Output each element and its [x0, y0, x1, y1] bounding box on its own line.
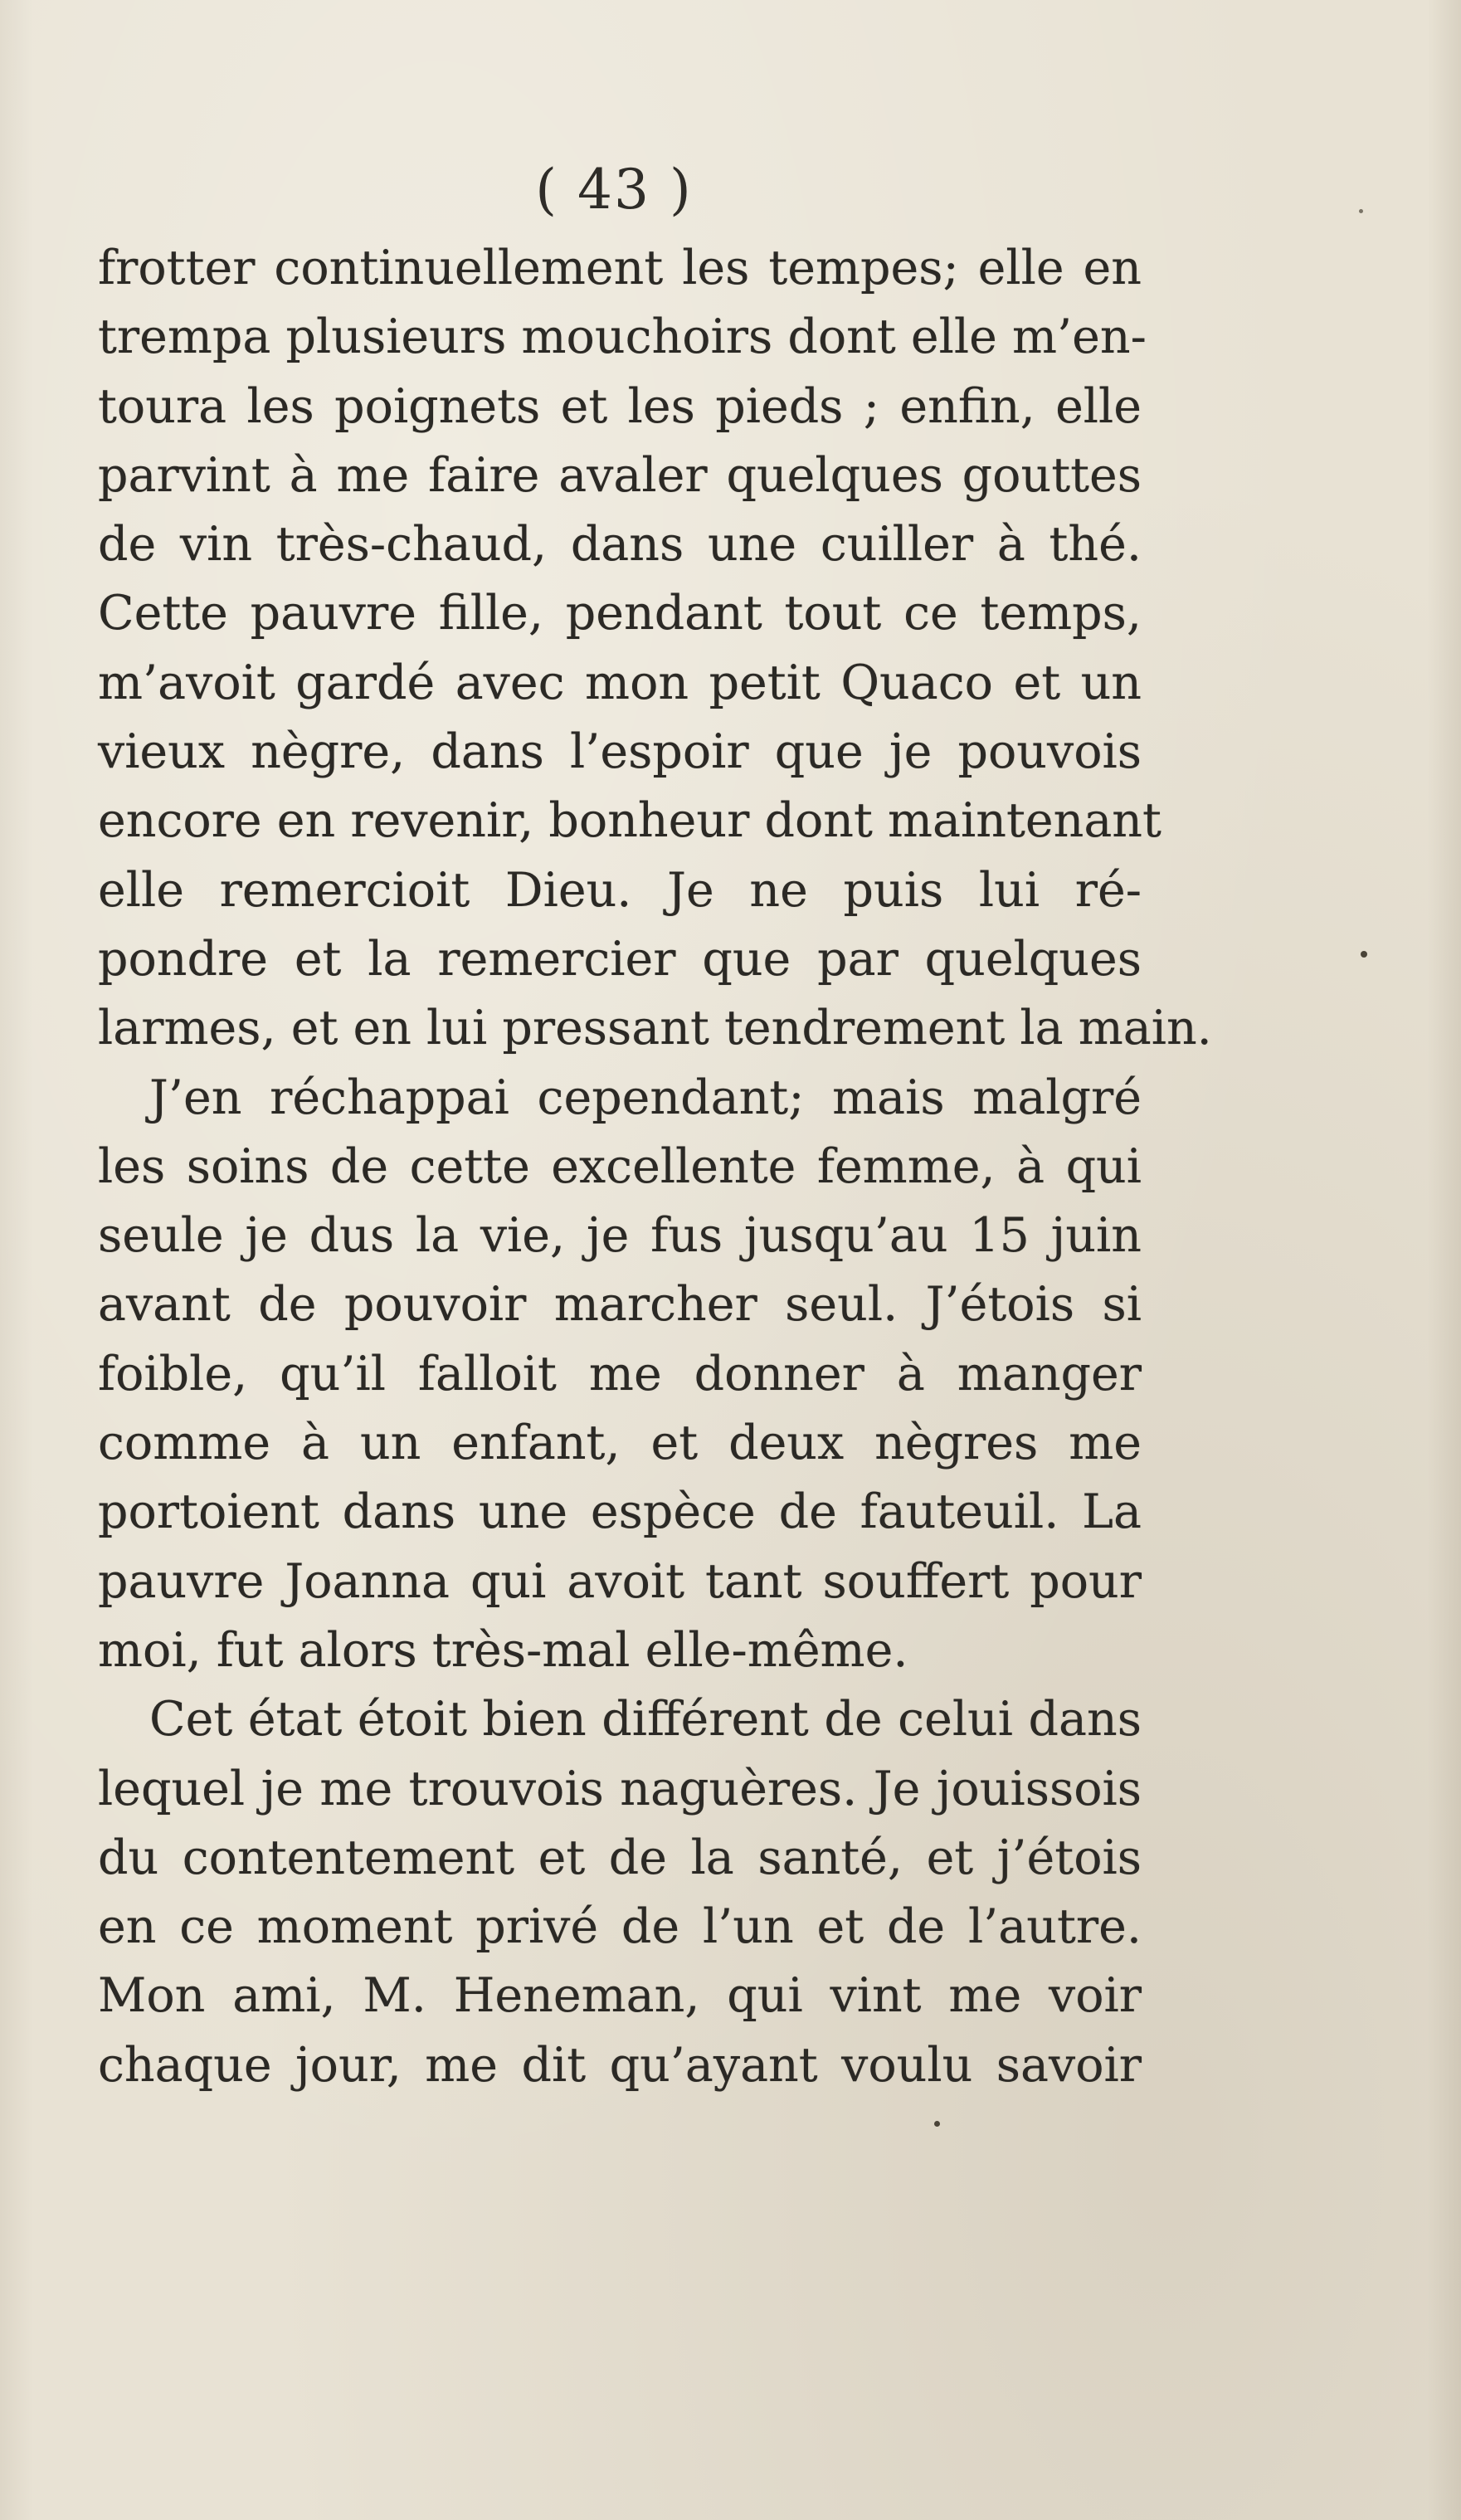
- paper-speck: [1361, 951, 1367, 958]
- paper-speck: [934, 2121, 940, 2127]
- text-line: Cette pauvre fille, pendant tout ce temps,: [98, 586, 1142, 641]
- text-line: portoient dans une espèce de fauteuil. La: [98, 1484, 1142, 1540]
- text-line: larmes, et en lui pressant tendrement la main.: [98, 1001, 1212, 1056]
- text-line: comme à un enfant, et deux nègres me: [98, 1416, 1142, 1471]
- text-line: les soins de cette excellente femme, à qui: [98, 1138, 1142, 1194]
- body-text: [98, 234, 1212, 2100]
- text-line: m’avoit gardé avec mon petit Quaco et un: [98, 655, 1142, 710]
- text-line: Cet état étoit bien différent de celui dans: [149, 1692, 1142, 1747]
- text-line: pondre et la remercier que par quelques: [98, 931, 1142, 987]
- text-line: Mon ami, M. Heneman, qui vint me voir: [98, 1968, 1142, 2024]
- text-line: J’en réchappai cependant; mais malgré: [149, 1070, 1142, 1125]
- text-line: foible, qu’il falloit me donner à manger: [98, 1346, 1142, 1401]
- text-line: moi, fut alors très-mal elle-même.: [98, 1622, 908, 1678]
- text-line: du contentement et de la santé, et j’étois: [98, 1830, 1142, 1885]
- text-line: seule je dus la vie, je fus jusqu’au 15 juin: [98, 1208, 1142, 1264]
- paper-speck: [1359, 209, 1363, 213]
- text-line: de vin très-chaud, dans une cuiller à thé.: [98, 517, 1142, 573]
- text-line: encore en revenir, bonheur dont maintenant: [98, 793, 1161, 849]
- text-line: avant de pouvoir marcher seul. J’étois si: [98, 1277, 1142, 1333]
- page-number: ( 43 ): [535, 158, 693, 222]
- text-line: pauvre Joanna qui avoit tant souffert pour: [98, 1553, 1142, 1609]
- text-line: toura les poignets et les pieds ; enfin, elle: [98, 378, 1142, 434]
- text-line: vieux nègre, dans l’espoir que je pouvois: [98, 724, 1142, 780]
- text-line: trempa plusieurs mouchoirs dont elle m’en-: [98, 310, 1147, 365]
- text-line: en ce moment privé de l’un et de l’autre.: [98, 1899, 1142, 1955]
- text-line: frotter continuellement les tempes; elle en: [98, 241, 1142, 295]
- text-line: parvint à me faire avaler quelques gouttes: [98, 447, 1142, 503]
- text-line: chaque jour, me dit qu’ayant voulu savoir: [98, 2037, 1142, 2093]
- text-line: elle remercioit Dieu. Je ne puis lui ré-: [98, 862, 1142, 918]
- text-line: lequel je me trouvois naguères. Je jouissois: [98, 1761, 1142, 1816]
